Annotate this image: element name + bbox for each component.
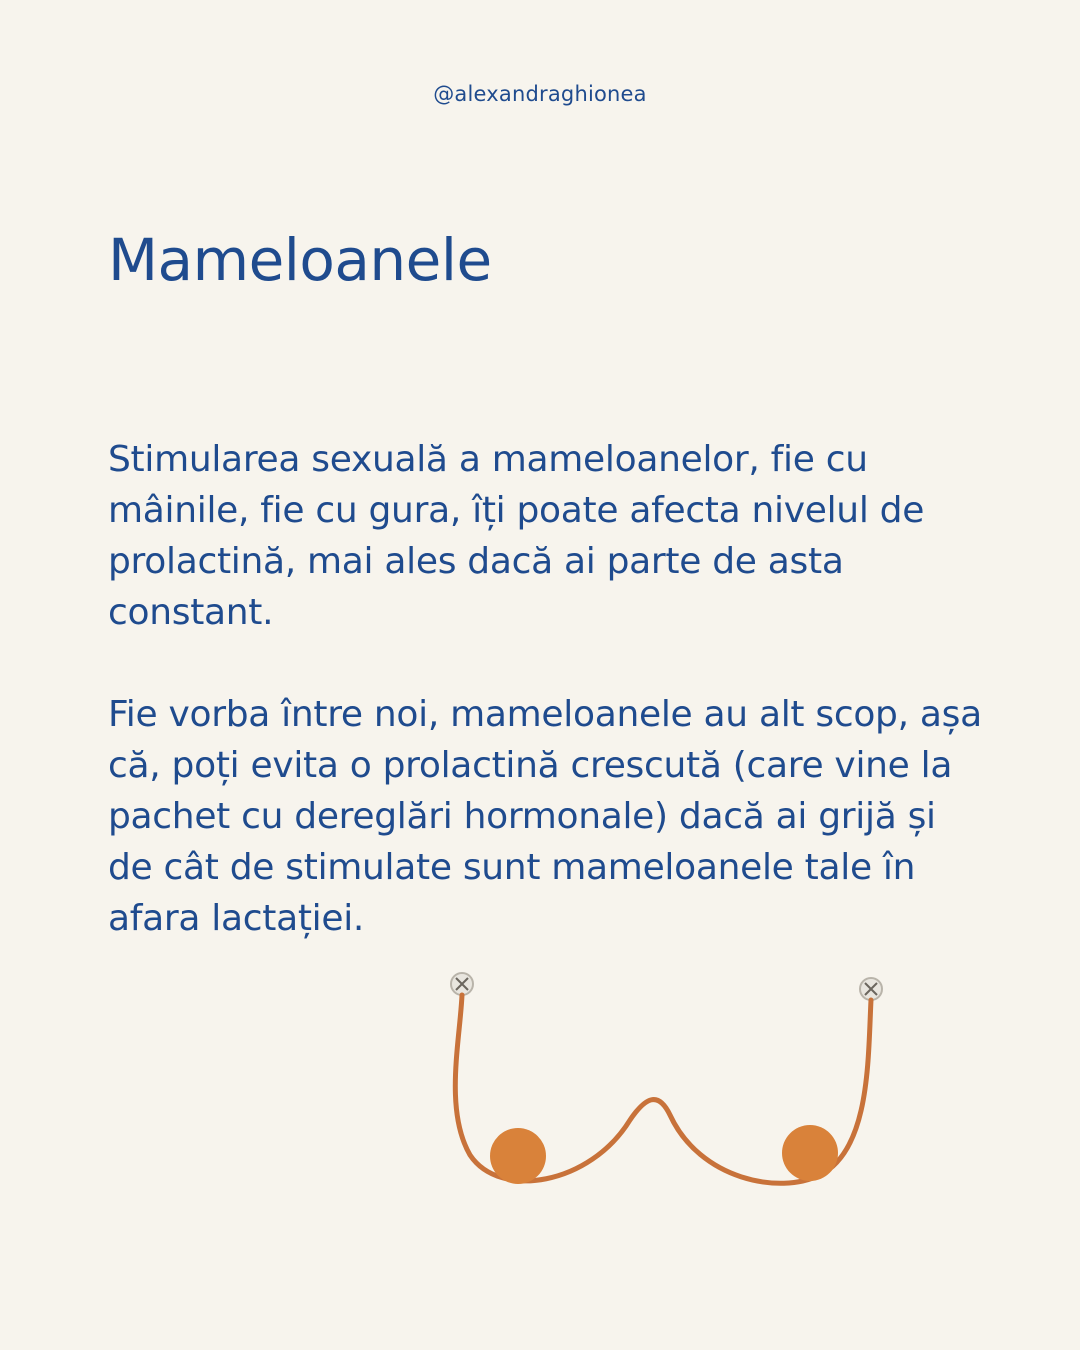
right-nipple <box>782 1125 838 1181</box>
right-screw-icon <box>860 978 882 1000</box>
page-title: Mameloanele <box>108 226 492 294</box>
wire-breasts-icon <box>430 960 900 1210</box>
left-nipple <box>490 1128 546 1184</box>
paragraph-1: Stimularea sexuală a mameloanelor, fie cu mâinile, fie cu gura, îți poate afecta nivelul de prolactină, mai ales dacă ai parte de asta constant. <box>108 439 925 633</box>
left-screw-icon <box>451 973 473 995</box>
paragraph-2: Fie vorba între noi, mameloanele au alt scop, așa că, poți evita o prolactină crescută (care vine la pachet cu dereglări hormonale) dacă ai grijă și de cât de stimulate sunt mameloanele tale în afara lactației. <box>108 694 982 939</box>
account-handle: @alexandraghionea <box>433 82 647 106</box>
